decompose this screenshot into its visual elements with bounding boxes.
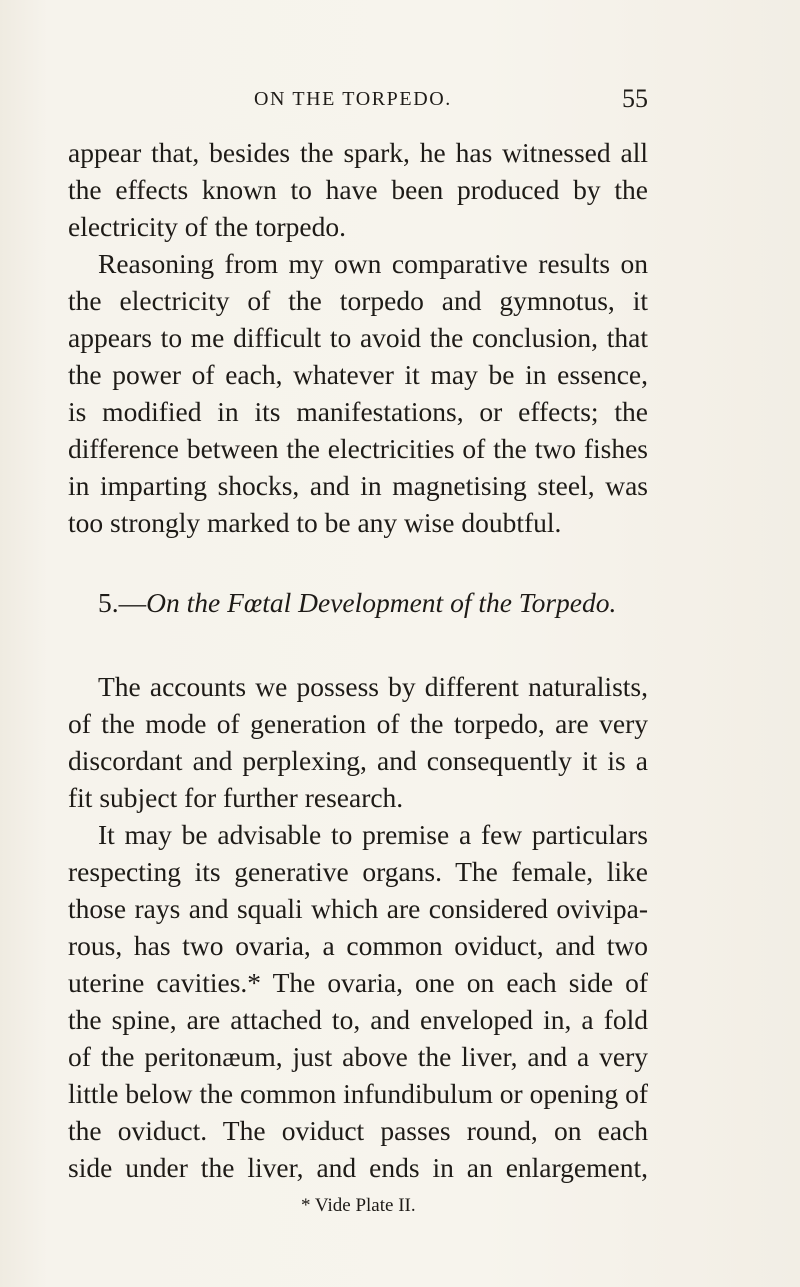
text-line: of the mode of generation of the torpedo, are very: [68, 708, 648, 739]
section-title: On the Fœtal Development of the Torpedo.: [146, 587, 617, 618]
text-line: is modified in its manifestations, or effects; the: [68, 396, 648, 427]
text-line: the spine, are attached to, and enveloped in, a fold: [68, 1004, 648, 1035]
text-line: in imparting shocks, and in magnetising steel, was: [68, 470, 648, 501]
page-header: [0, 84, 800, 118]
text-line: discordant and perplexing, and consequently it is a: [68, 745, 648, 776]
text-line: of the peritonæum, just above the liver, and a very: [68, 1041, 648, 1072]
text-line: respecting its generative organs. The female, like: [68, 856, 648, 887]
text-line: appears to me difficult to avoid the conclusion, that: [68, 322, 648, 353]
text-line: the oviduct. The oviduct passes round, on each: [68, 1115, 648, 1146]
text-line: little below the common infundibulum or opening of: [68, 1078, 648, 1109]
text-line: fit subject for further research.: [68, 782, 404, 813]
page-number: 55: [622, 84, 648, 113]
text-line: Reasoning from my own comparative results on: [98, 248, 648, 279]
text-line: the power of each, whatever it may be in essence,: [68, 359, 648, 390]
text-line: too strongly marked to be any wise doubtful.: [68, 507, 562, 538]
text-line: The accounts we possess by different naturalists,: [98, 671, 648, 702]
text-line: difference between the electricities of the two fishes: [68, 433, 648, 464]
text-line: appear that, besides the spark, he has witnessed all: [68, 137, 648, 168]
section-heading: [98, 587, 648, 619]
text-line: the electricity of the torpedo and gymnotus, it: [68, 285, 648, 316]
text-line: those rays and squali which are considered ovivipa-: [68, 893, 648, 924]
text-line: uterine cavities.* The ovaria, one on each side of: [68, 967, 648, 998]
text-line: the effects known to have been produced by the: [68, 174, 648, 205]
footnote: * Vide Plate II.: [301, 1195, 416, 1216]
text-line: It may be advisable to premise a few particulars: [98, 819, 648, 850]
text-line: side under the liver, and ends in an enlargement,: [68, 1152, 648, 1183]
text-line: electricity of the torpedo.: [68, 211, 346, 242]
section-number: 5.—: [98, 587, 147, 618]
text-line: rous, has two ovaria, a common oviduct, and two: [68, 930, 648, 961]
running-head: ON THE TORPEDO.: [254, 88, 452, 110]
